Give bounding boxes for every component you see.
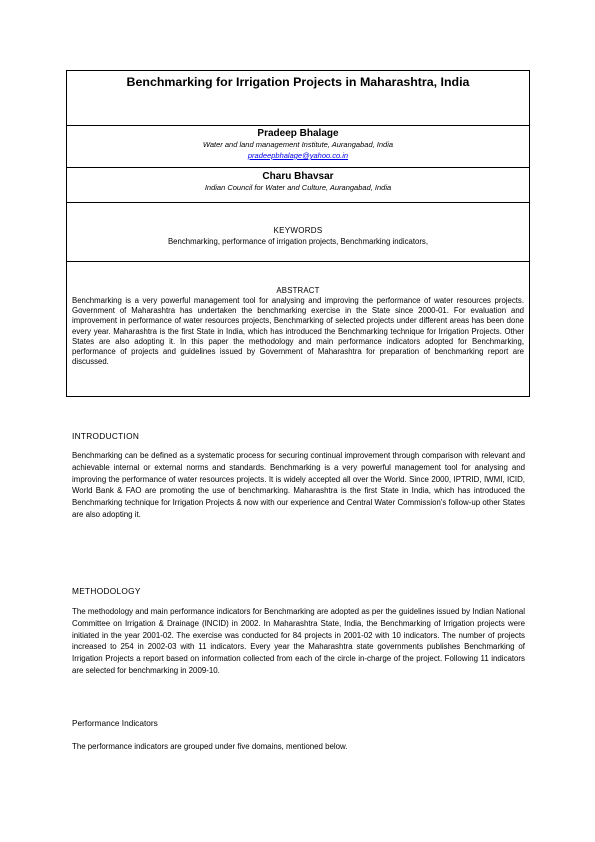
performance-indicators-text: The performance indicators are grouped under five domains, mentioned below. — [72, 742, 348, 751]
keywords-cell — [67, 203, 529, 262]
title-cell — [67, 71, 529, 126]
author-email-link[interactable]: pradeepbhalage@yahoo.co.in — [247, 151, 349, 160]
author-cell-2 — [67, 168, 529, 203]
introduction-heading: INTRODUCTION — [72, 431, 140, 441]
methodology-heading: METHODOLOGY — [72, 586, 141, 596]
author-cell-1 — [67, 126, 529, 168]
keywords-text: Benchmarking, performance of irrigation projects, Benchmarking indicators, — [167, 237, 428, 246]
title-block — [66, 70, 530, 397]
abstract-heading: ABSTRACT — [276, 286, 320, 295]
introduction-text: Benchmarking can be defined as a systematic process for securing continual improvement through comparison with relevant and achievable internal or external norms and standards. Benchmarking is a very powerful management tool for analysing and improving the performance of water resources projects. It is widely accepted all over the World. Since 2000, IPTRID, IWMI, ICID, World Bank & FAO are promoting the use of benchmarking. Maharashtra is the first State in India, which has introduced the Benchmarking technique for Irrigation Projects & now with our experience and Central Water Commission's follow-up other States are also adopting it. — [72, 451, 525, 519]
abstract-text: Benchmarking is a very powerful management tool for analysing and improving the performance of water resources projects. Government of Maharashtra has undertaken the benchmarking exercise in the State since 2000-01. For evaluation and improvement in performance of water resources projects, Benchmarking of selected projects under different areas has been done every year. Maharashtra is the first State in India, which has introduced the Benchmarking technique for Irrigation Projects. Other States are also adopting it. In this paper the methodology and main performance indicators adopted for Benchmarking, performance of projects and guidelines issued by Government of Maharashtra for preparation of benchmarking report are discussed. — [72, 296, 524, 367]
keywords-heading: KEYWORDS — [273, 226, 323, 235]
author-affiliation: Indian Council for Water and Culture, Aurangabad, India — [204, 183, 392, 192]
performance-indicators-heading: Performance Indicators — [72, 718, 158, 728]
paper-title: Benchmarking for Irrigation Projects in Maharashtra, India — [126, 75, 470, 89]
author-name: Pradeep Bhalage — [257, 128, 339, 139]
author-affiliation: Water and land management Institute, Aurangabad, India — [202, 140, 394, 149]
abstract-cell — [67, 262, 529, 396]
author-name: Charu Bhavsar — [262, 171, 334, 182]
methodology-text: The methodology and main performance indicators for Benchmarking are adopted as per the guidelines issued by Indian National Committee on Irrigation & Drainage (INCID) in 2002. In Maharashtra State, India, the Benchmarking of Irrigation projects were initiated in the year 2001-02. The exercise was conducted for 84 projects in 2001-02 with 10 indicators. The number of projects increased to 254 in 2002-03 with 11 indicators. Every year the Maharashtra state governments publishes Benchmarking of Irrigation Projects a report based on information collected from each of the circle in-charge of the project. Following 11 indicators are selected for benchmarking in 2009-10. — [72, 607, 525, 675]
